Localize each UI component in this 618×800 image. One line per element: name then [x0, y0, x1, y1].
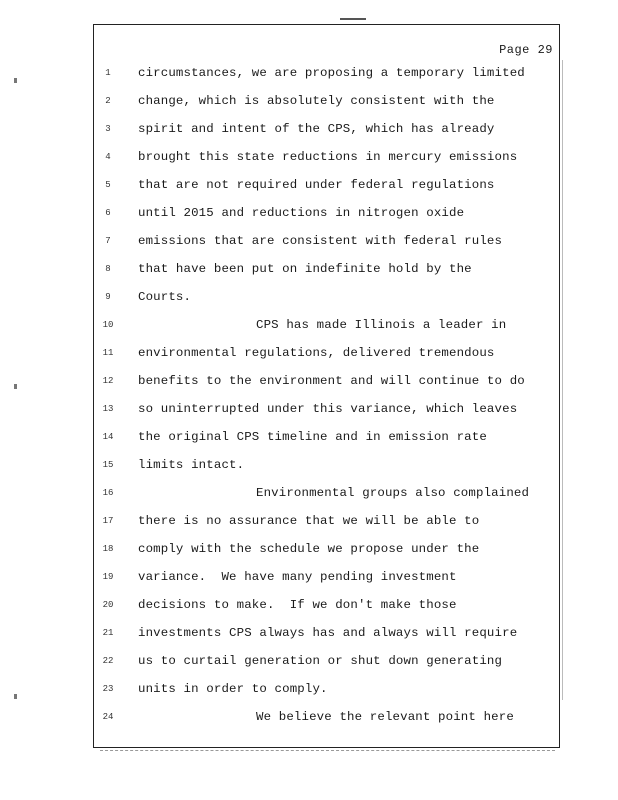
- line-text: brought this state reductions in mercury emissions: [138, 150, 518, 164]
- line-text: so uninterrupted under this variance, which leaves: [138, 402, 518, 416]
- line-number: 8: [105, 264, 111, 274]
- line-number: 22: [102, 656, 114, 666]
- transcript-line: [94, 343, 561, 363]
- line-number: 4: [105, 152, 111, 162]
- line-text: change, which is absolutely consistent with the: [138, 94, 495, 108]
- line-text: comply with the schedule we propose under the: [138, 542, 480, 556]
- line-number: 9: [105, 292, 111, 302]
- line-number: 18: [102, 544, 114, 554]
- transcript-line: [94, 91, 561, 111]
- line-text: We believe the relevant point here: [256, 710, 514, 724]
- transcript-line: [94, 511, 561, 531]
- transcript-line: [94, 427, 561, 447]
- line-number: 20: [102, 600, 114, 610]
- line-text: until 2015 and reductions in nitrogen oxide: [138, 206, 465, 220]
- line-number: 6: [105, 208, 111, 218]
- line-number: 7: [105, 236, 111, 246]
- transcript-line: [94, 231, 561, 251]
- line-number: 3: [105, 124, 111, 134]
- transcript-line: [94, 707, 561, 727]
- line-text: spirit and intent of the CPS, which has already: [138, 122, 495, 136]
- scan-speck: [14, 694, 17, 699]
- line-number: 16: [102, 488, 114, 498]
- scan-speck: [562, 60, 563, 700]
- transcript-line: [94, 203, 561, 223]
- line-text: investments CPS always has and always will require: [138, 626, 518, 640]
- line-number: 19: [102, 572, 114, 582]
- transcript-line: [94, 147, 561, 167]
- line-number: 17: [102, 516, 114, 526]
- line-number: 2: [105, 96, 111, 106]
- line-text: decisions to make. If we don't make those: [138, 598, 457, 612]
- transcript-line: [94, 399, 561, 419]
- line-text: that are not required under federal regulations: [138, 178, 495, 192]
- line-text: CPS has made Illinois a leader in: [256, 318, 507, 332]
- transcript-line: [94, 287, 561, 307]
- transcript-line: [94, 63, 561, 83]
- line-text: Environmental groups also complained: [256, 486, 530, 500]
- line-number: 1: [105, 68, 111, 78]
- transcript-line: [94, 595, 561, 615]
- line-text: us to curtail generation or shut down generating: [138, 654, 503, 668]
- scan-mark: [340, 18, 366, 20]
- transcript-line: [94, 371, 561, 391]
- line-text: environmental regulations, delivered tremendous: [138, 346, 495, 360]
- line-number: 12: [102, 376, 114, 386]
- transcript-line: [94, 119, 561, 139]
- transcript-line: [94, 259, 561, 279]
- line-text: that have been put on indefinite hold by the: [138, 262, 472, 276]
- transcript-line: [94, 679, 561, 699]
- transcript-line: [94, 455, 561, 475]
- page-bottom-edge: [100, 750, 555, 751]
- scan-speck: [14, 78, 17, 83]
- line-text: the original CPS timeline and in emission rate: [138, 430, 487, 444]
- transcript-line: [94, 623, 561, 643]
- line-text: units in order to comply.: [138, 682, 328, 696]
- line-number: 24: [102, 712, 114, 722]
- line-text: variance. We have many pending investment: [138, 570, 457, 584]
- transcript-line: [94, 567, 561, 587]
- page-number: Page 29: [499, 43, 553, 57]
- line-text: emissions that are consistent with federal rules: [138, 234, 503, 248]
- line-number: 15: [102, 460, 114, 470]
- transcript-line: [94, 315, 561, 335]
- line-text: limits intact.: [138, 458, 245, 472]
- transcript-line: [94, 651, 561, 671]
- transcript-line: [94, 483, 561, 503]
- scan-speck: [14, 384, 17, 389]
- line-number: 21: [102, 628, 114, 638]
- line-number: 10: [102, 320, 114, 330]
- line-text: there is no assurance that we will be able to: [138, 514, 480, 528]
- line-number: 11: [102, 348, 114, 358]
- line-number: 14: [102, 432, 114, 442]
- transcript-line: [94, 175, 561, 195]
- line-text: circumstances, we are proposing a temporary limited: [138, 66, 525, 80]
- line-number: 13: [102, 404, 114, 414]
- transcript-line: [94, 539, 561, 559]
- transcript-page: [93, 24, 560, 748]
- line-text: benefits to the environment and will continue to do: [138, 374, 525, 388]
- line-text: Courts.: [138, 290, 192, 304]
- line-number: 5: [105, 180, 111, 190]
- line-number: 23: [102, 684, 114, 694]
